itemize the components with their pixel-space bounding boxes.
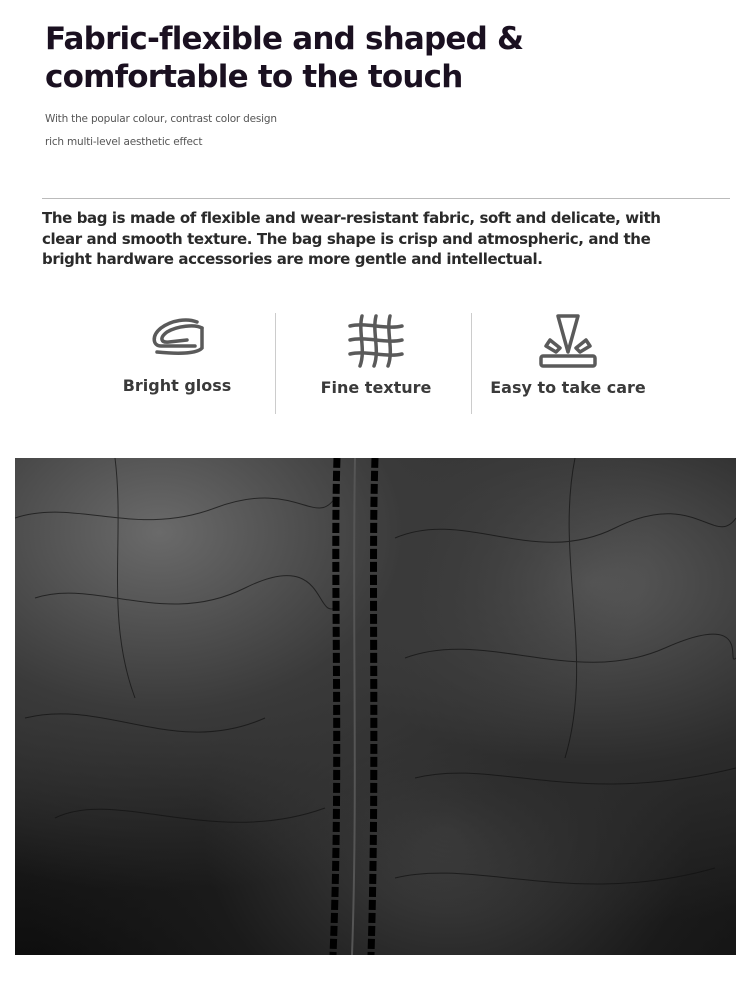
subtitle-line-2: rich multi-level aesthetic effect [45, 136, 203, 148]
mesh-grid-icon [346, 312, 406, 370]
feature-label: Fine texture [320, 378, 432, 397]
description: The bag is made of flexible and wear-resistant fabric, soft and delicate, with clear and smooth texture. The bag shape is crisp and atmospheric, and the bright hardware accessories are more gentle and intellectual. [42, 209, 661, 268]
title-line-1: Fabric-flexible and shaped & [45, 21, 524, 57]
feature-fine-texture [286, 312, 466, 397]
leather-texture-photo [15, 458, 736, 955]
leather-cracks [15, 458, 736, 955]
feature-label: Easy to take care [490, 378, 646, 397]
folded-fabric-icon [147, 312, 207, 362]
subtitle-line-1: With the popular colour, contrast color design [45, 113, 277, 125]
cleaning-icon [538, 312, 598, 370]
feature-divider [275, 313, 276, 414]
feature-easy-care [478, 312, 658, 397]
feature-label: Bright gloss [122, 376, 232, 395]
feature-divider [471, 313, 472, 414]
feature-bright-gloss [87, 312, 267, 395]
divider [42, 198, 730, 199]
page-title [45, 20, 523, 96]
title-line-2: comfortable to the touch [45, 59, 463, 95]
